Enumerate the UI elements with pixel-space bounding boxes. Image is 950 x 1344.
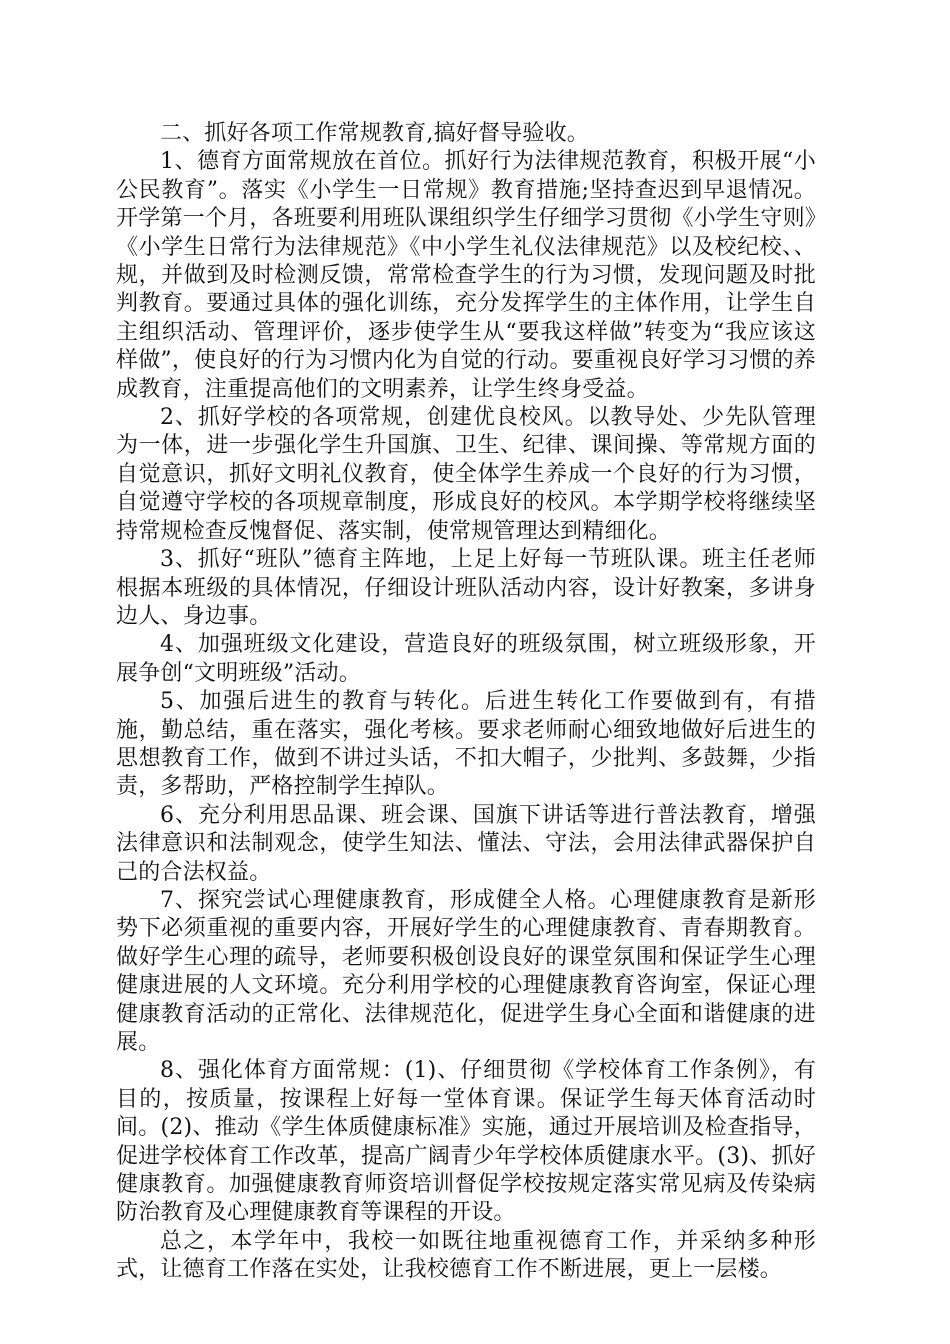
paragraph-3-class-team: 3、抓好“班队”德育主阵地，上足上好每一节班队课。班主任老师根据本班级的具体情况，仔细设计班队活动内容，设计好教案，多讲身边人、身边事。 [116,547,816,629]
paragraph-8-physical-education: 8、强化体育方面常规：(1)、仔细贯彻《学校体育工作条例》，有目的，按质量，按课程上好每一堂体育课。保证学生每天体育活动时间。(2)、推动《学生体质健康标准》实施，通过开展培训及检查指导，促进学校体育工作改革，提高广阔青少年学校体质健康水平。(3)、抓好健康教育。加强健康教育师资培训督促学校按规定落实常见病及传染病防治教育及心理健康教育等课程的开设。 [116,1058,816,1226]
section-heading: 二、抓好各项工作常规教育,搞好督导验收。 [160,121,589,146]
paragraph-7-mental-health: 7、探究尝试心理健康教育，形成健全人格。心理健康教育是新形势下必须重视的重要内容，开展好学生的心理健康教育、青春期教育。做好学生心理的疏导，老师要积极创设良好的课堂氛围和保证学生心理健康进展的人文环境。充分利用学校的心理健康教育咨询室，保证心理健康教育活动的正常化、法律规范化，促进学生身心全面和谐健康的进展。 [116,887,816,1055]
paragraph-6-legal-education: 6、充分利用思品课、班会课、国旗下讲话等进行普法教育，增强法律意识和法制观念，使学生知法、懂法、守法，会用法律武器保护自己的合法权益。 [116,802,816,885]
paragraph-conclusion: 总之，本学年中，我校一如既往地重视德育工作，并采纳多种形式，让德育工作落在实处，让我校德育工作不断进展，更上一层楼。 [116,1228,816,1283]
paragraph-2-school-routine: 2、抓好学校的各项常规，创建优良校风。以教导处、少先队管理为一体，进一步强化学生升国旗、卫生、纪律、课间操、等常规方面的自觉意识，抓好文明礼仪教育，使全体学生养成一个良好的行为习惯，自觉遵守学校的各项规章制度，形成良好的校风。本学期学校将继续坚持常规检查反愧督促、落实制，使常规管理达到精细化。 [116,405,816,544]
paragraph-5-struggling-students: 5、加强后进生的教育与转化。后进生转化工作要做到有，有措施，勤总结，重在落实，强化考核。要求老师耐心细致地做好后进生的思想教育工作，做到不讲过头话，不扣大帽子，少批判、多鼓舞，少指责，多帮助，严格控制学生掉队。 [116,689,816,800]
document-body [116,120,816,1285]
paragraph-1-moral-routine: 1、德育方面常规放在首位。抓好行为法律规范教育，积极开展“小公民教育”。落实《小学生一日常规》教育措施;坚持查迟到早退情况。开学第一个月，各班要利用班队课组织学生仔细学习贯彻《小学生守则》《小学生日常行为法律规范》《中小学生礼仪法律规范》以及校纪校、、规，并做到及时检测反馈，常常检查学生的行为习惯，发现问题及时批判教育。要通过具体的强化训练，充分发挥学生的主体作用，让学生自主组织活动、管理评价，逐步使学生从“要我这样做”转变为“我应该这样做”，使良好的行为习惯内化为自觉的行动。要重视良好学习习惯的养成教育，注重提高他们的文明素养，让学生终身受益。 [116,149,816,402]
paragraph-4-class-culture: 4、加强班级文化建设，营造良好的班级氛围，树立班级形象，开展争创“文明班级”活动。 [116,632,816,686]
